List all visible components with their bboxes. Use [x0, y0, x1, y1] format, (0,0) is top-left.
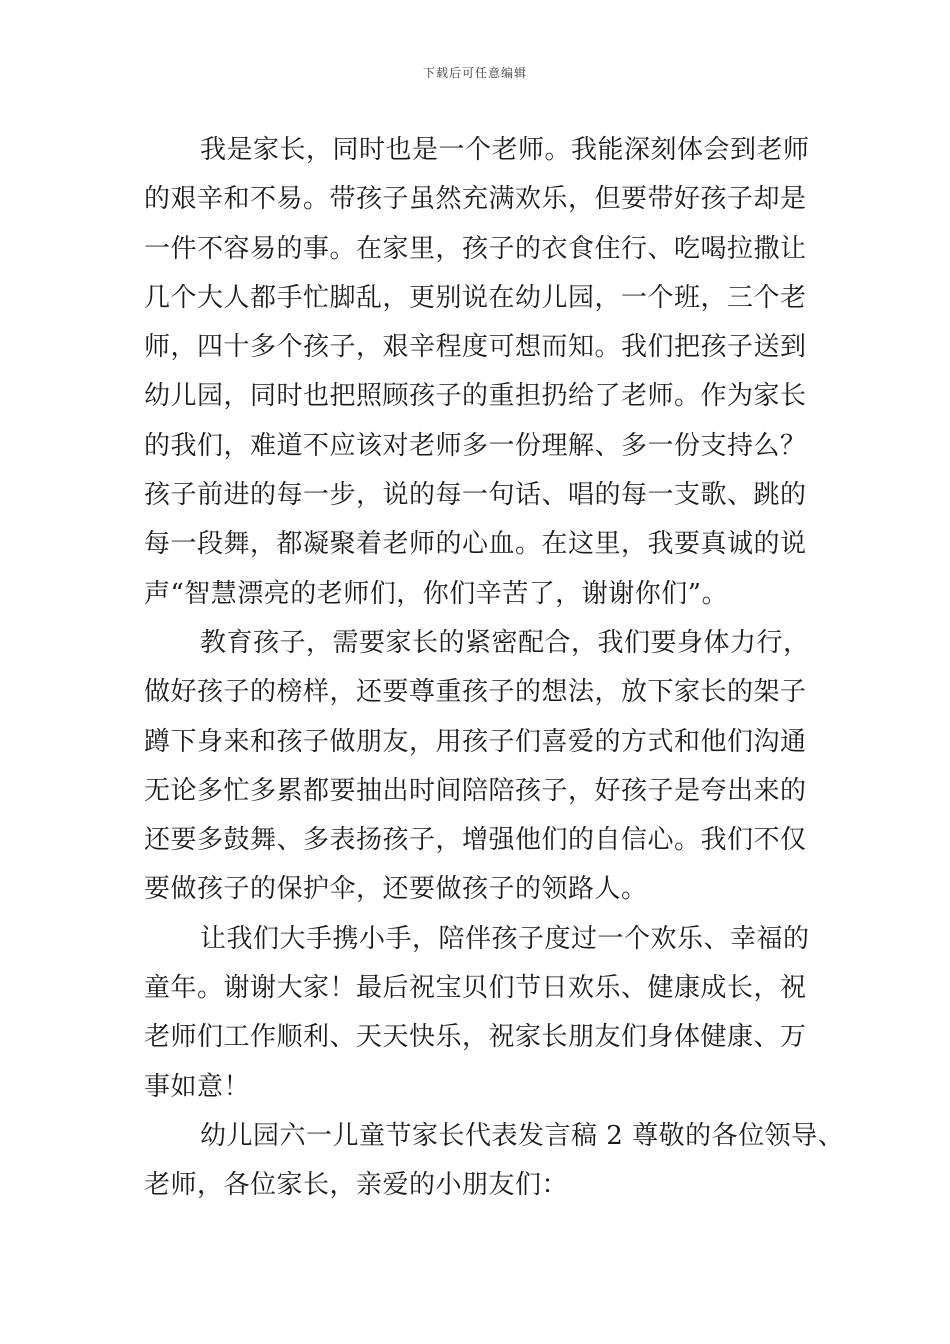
paragraph-4-line-2: 老师，各位家长，亲爱的小朋友们：: [144, 1170, 569, 1201]
paragraph-2-line-1: 教育孩子，需要家长的紧密配合，我们要身体力行，: [200, 627, 810, 658]
paragraph-2-line-6: 要做孩子的保护伞，还要做孩子的领路人。: [144, 874, 648, 905]
paragraph-1-line-9: 每一段舞，都凝聚着老师的心血。在这里，我要真诚的说: [144, 529, 807, 560]
paragraph-1-line-7: 的我们，难道不应该对老师多一份理解、多一份支持么？: [144, 430, 807, 461]
paragraph-1-line-6: 幼儿园，同时也把照顾孩子的重担扔给了老师。作为家长: [144, 381, 807, 412]
paragraph-2-line-2: 做好孩子的榜样，还要尊重孩子的想法，放下家长的架子: [144, 677, 807, 708]
paragraph-4-line-1: 幼儿园六一儿童节家长代表发言稿 2 尊敬的各位领导、: [200, 1120, 845, 1151]
paragraph-1-line-5: 师，四十多个孩子，艰辛程度可想而知。我们把孩子送到: [144, 332, 807, 363]
paragraph-1-line-8: 孩子前进的每一步，说的每一句话、唱的每一支歌、跳的: [144, 480, 807, 511]
paragraph-1-line-1: 我是家长，同时也是一个老师。我能深刻体会到老师: [200, 135, 810, 165]
paragraph-1-line-4: 几个大人都手忙脚乱，更别说在幼儿园，一个班，三个老: [144, 282, 807, 313]
paragraph-2-line-4: 无论多忙多累都要抽出时间陪陪孩子，好孩子是夸出来的: [144, 775, 807, 806]
document-body: [144, 126, 845, 1211]
paragraph-1-line-3: 一件不容易的事。在家里，孩子的衣食住行、吃喝拉撒让: [144, 233, 807, 264]
paragraph-1-line-10: 声“智慧漂亮的老师们，你们辛苦了，谢谢你们”。: [144, 578, 729, 609]
page-header-note: 下载后可任意编辑: [422, 66, 527, 80]
paragraph-2-line-3: 蹲下身来和孩子做朋友，用孩子们喜爱的方式和他们沟通: [144, 726, 807, 757]
paragraph-3-line-4: 事如意！: [144, 1071, 251, 1102]
paragraph-2-line-5: 还要多鼓舞、多表扬孩子，增强他们的自信心。我们不仅: [144, 825, 807, 856]
paragraph-3-line-3: 老师们工作顺利、天天快乐，祝家长朋友们身体健康、万: [144, 1022, 807, 1053]
paragraph-1-line-2: 的艰辛和不易。带孩子虽然充满欢乐，但要带好孩子却是: [144, 184, 807, 215]
paragraph-3-line-2: 童年。谢谢大家！最后祝宝贝们节日欢乐、健康成长，祝: [144, 973, 807, 1004]
paragraph-3-line-1: 让我们大手携小手，陪伴孩子度过一个欢乐、幸福的: [200, 923, 810, 954]
